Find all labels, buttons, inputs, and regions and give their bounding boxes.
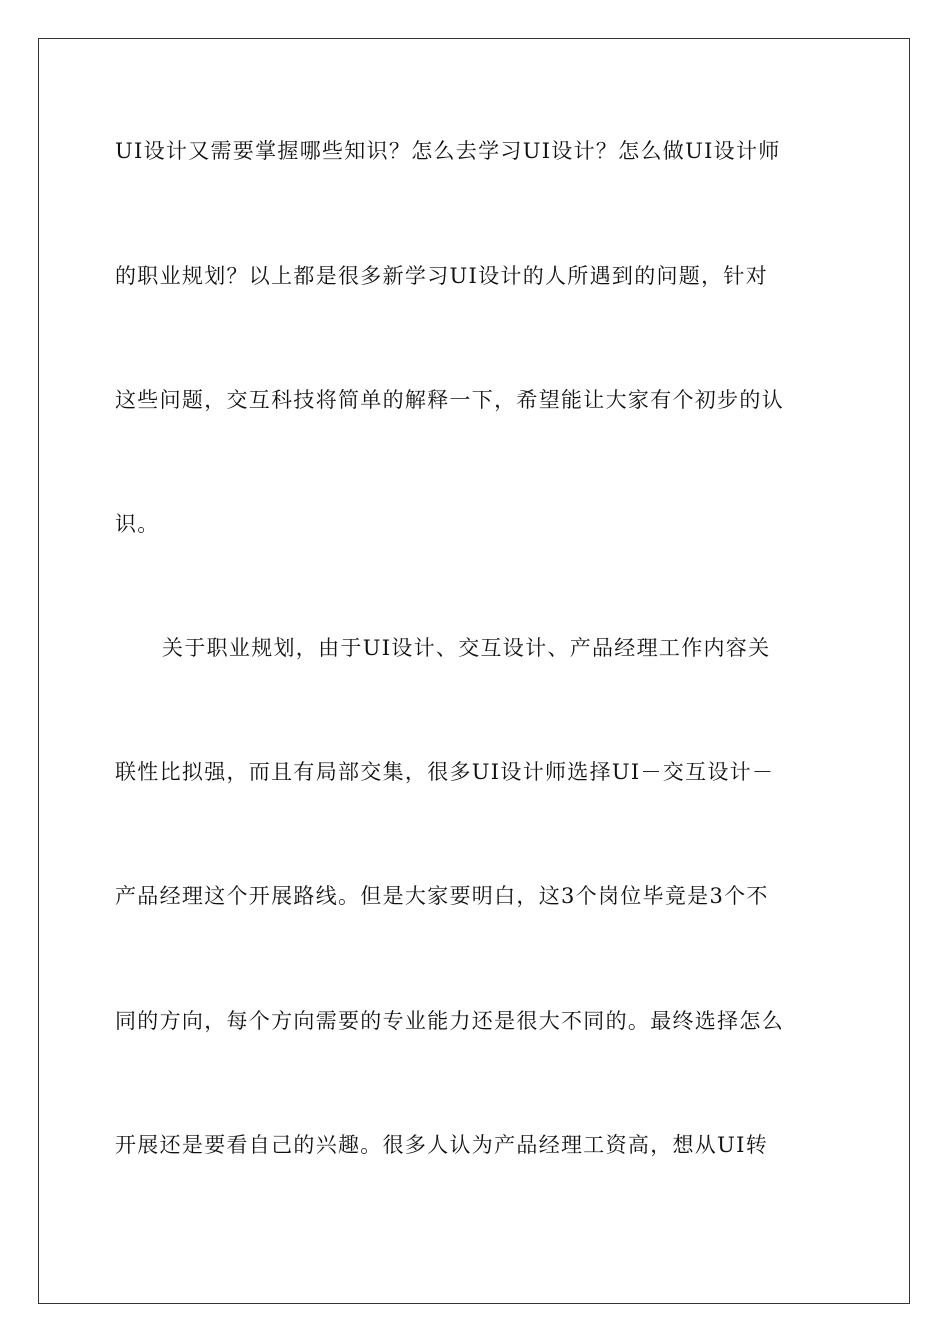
paragraph-1-line-1: UI设计又需要掌握哪些知识？怎么去学习UI设计？怎么做UI设计师	[115, 139, 781, 163]
paragraph-2-line-4: 同的方向，每个方向需要的专业能力还是很大不同的。最终选择怎么	[115, 1009, 784, 1033]
paragraph-1-line-2: 的职业规划？以上都是很多新学习UI设计的人所遇到的问题，针对	[115, 264, 768, 288]
paragraph-2-line-3: 产品经理这个开展路线。但是大家要明白，这3个岗位毕竟是3个不	[115, 884, 769, 908]
paragraph-2-line-2: 联性比拟强，而且有局部交集，很多UI设计师选择UI－交互设计－	[115, 760, 775, 784]
paragraph-2-line-1: 关于职业规划，由于UI设计、交互设计、产品经理工作内容关	[162, 636, 771, 660]
paragraph-2-line-5: 开展还是要看自己的兴趣。很多人认为产品经理工资高，想从UI转	[115, 1133, 768, 1157]
document-page	[38, 38, 910, 1304]
paragraph-1-line-4: 识。	[115, 512, 160, 536]
paragraph-1-line-3: 这些问题，交互科技将简单的解释一下，希望能让大家有个初步的认	[115, 388, 784, 412]
